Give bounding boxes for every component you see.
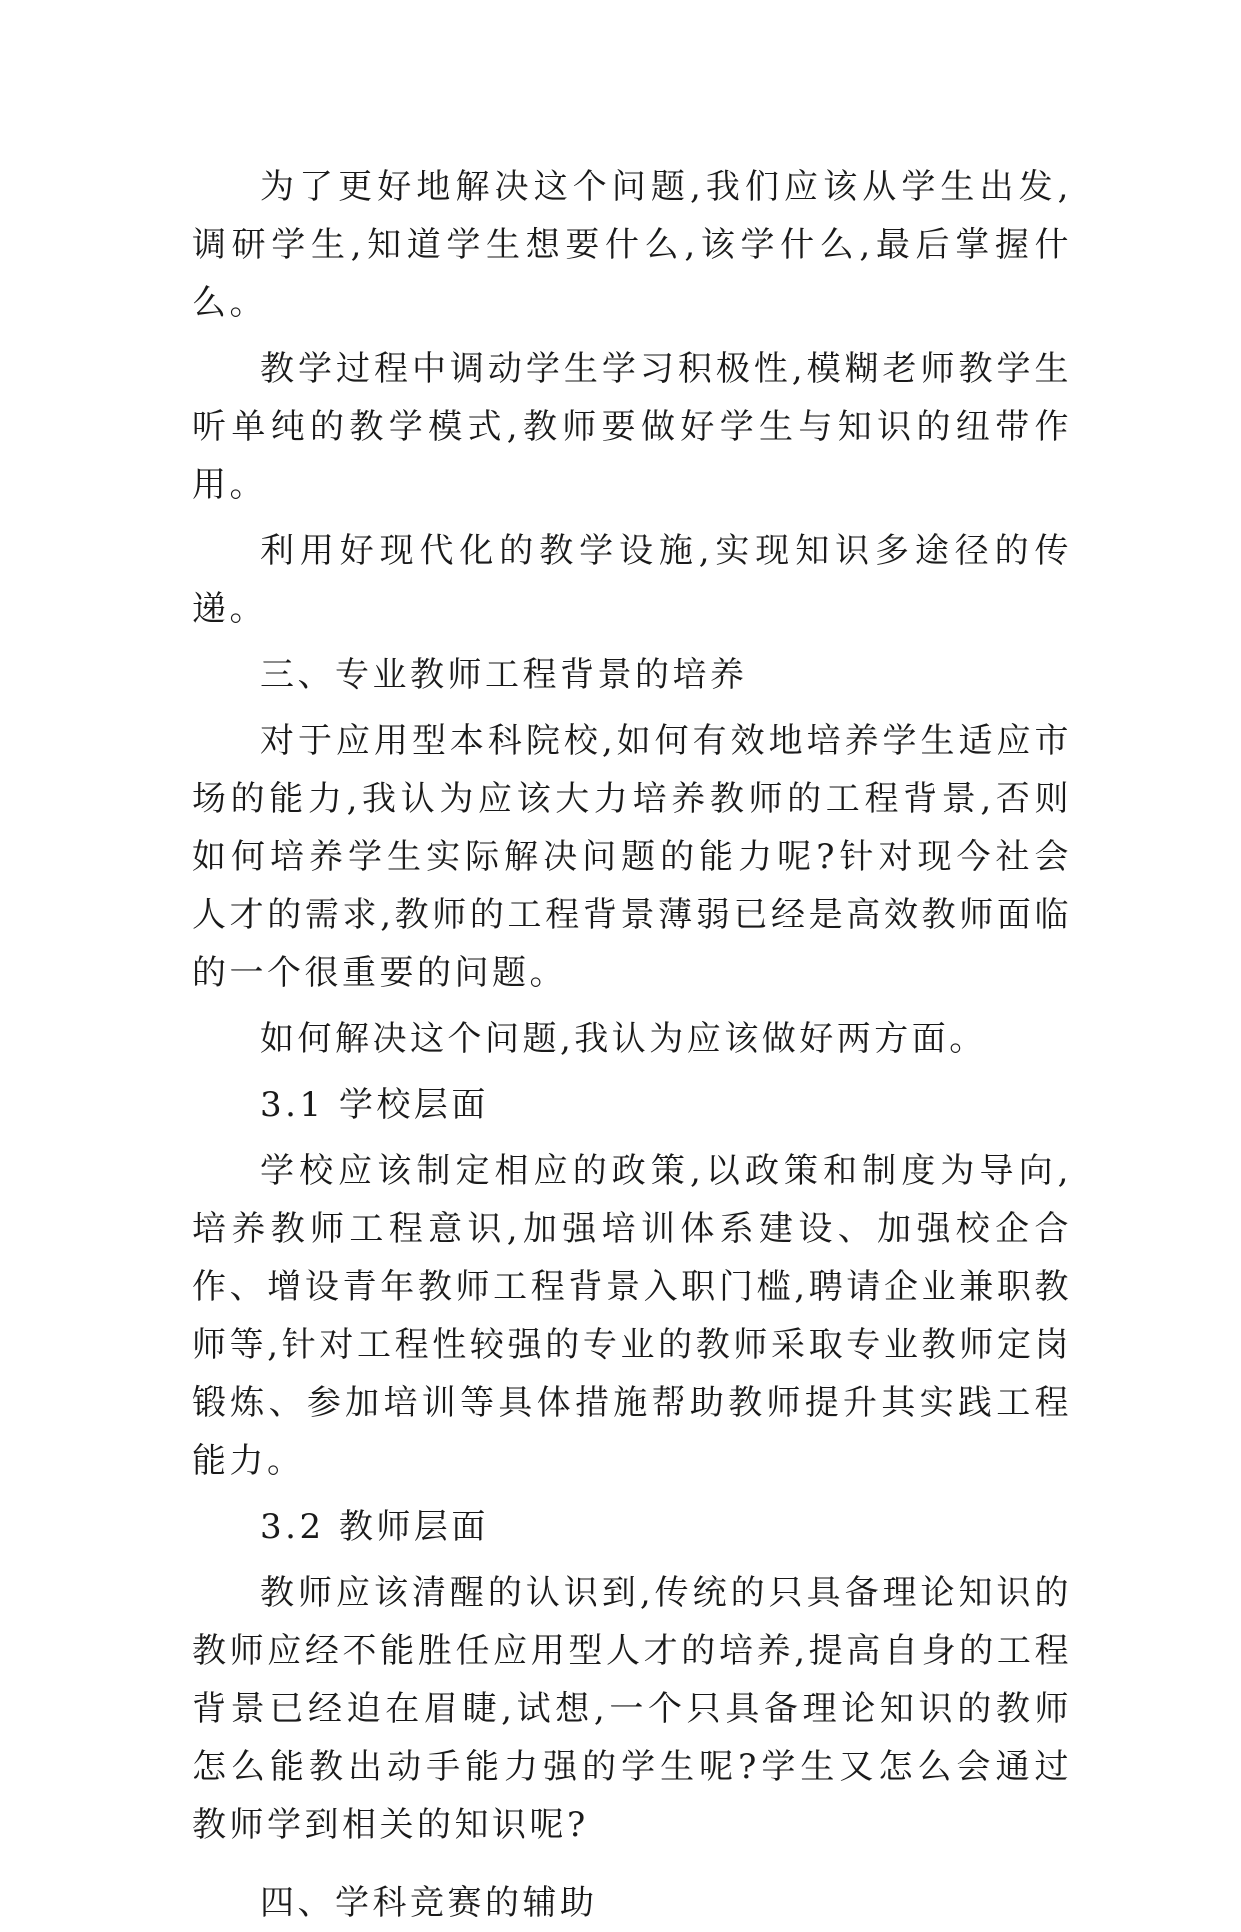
subsection-heading-3-2: 3.2 教师层面: [260, 1507, 489, 1547]
paragraph-engineering-background: 对于应用型本科院校,如何有效地培养学生适应市场的能力,我认为应该大力培养教师的工程背景,否则如何培养学生实际解决问题的能力呢?针对现今社会人才的需求,教师的工程背景薄弱已经是高效教师面临的一个很重要的问题。: [192, 721, 1072, 993]
subsection-heading-3-1: 3.1 学校层面: [260, 1085, 489, 1125]
document-body: [192, 158, 1072, 1932]
paragraph-teaching-process: 教学过程中调动学生学习积极性,模糊老师教学生听单纯的教学模式,教师要做好学生与知识的纽带作用。: [192, 349, 1072, 505]
section-heading-3: 三、专业教师工程背景的培养: [260, 655, 748, 695]
paragraph-two-aspects: 如何解决这个问题,我认为应该做好两方面。: [260, 1019, 987, 1059]
section-heading-4: 四、学科竞赛的辅助: [260, 1883, 598, 1923]
paragraph-modern-facilities: 利用好现代化的教学设施,实现知识多途径的传递。: [192, 531, 1072, 629]
paragraph-school-level: 学校应该制定相应的政策,以政策和制度为导向,培养教师工程意识,加强培训体系建设、加强校企合作、增设青年教师工程背景入职门槛,聘请企业兼职教师等,针对工程性较强的专业的教师采取专业教师定岗锻炼、参加培训等具体措施帮助教师提升其实践工程能力。: [192, 1151, 1072, 1481]
paragraph-problem-solving: 为了更好地解决这个问题,我们应该从学生出发,调研学生,知道学生想要什么,该学什么,最后掌握什么。: [192, 167, 1072, 323]
paragraph-teacher-level: 教师应该清醒的认识到,传统的只具备理论知识的教师应经不能胜任应用型人才的培养,提高自身的工程背景已经迫在眉睫,试想,一个只具备理论知识的教师怎么能教出动手能力强的学生呢?学生又怎么会通过教师学到相关的知识呢?: [192, 1573, 1072, 1845]
